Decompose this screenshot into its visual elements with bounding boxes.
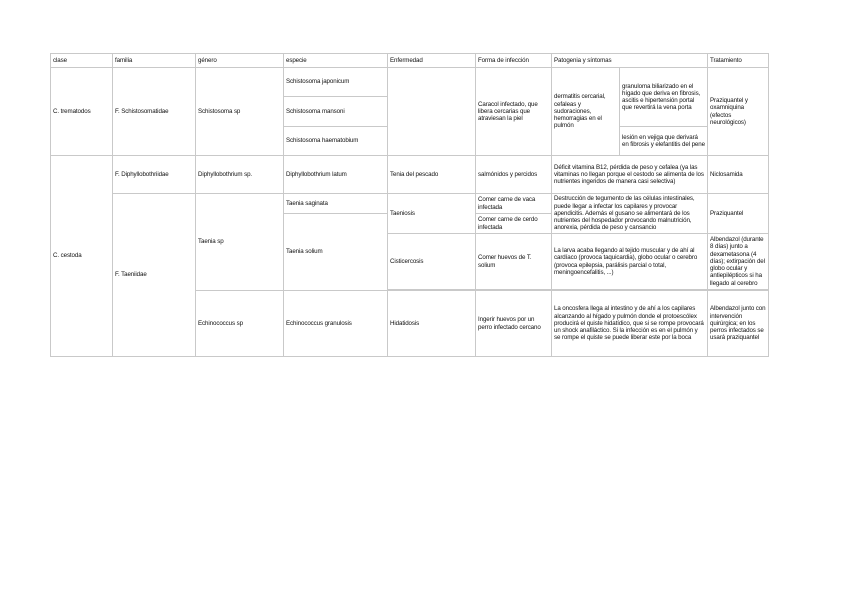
familia-diphyllobothriidae: F. Diphyllobothriidae xyxy=(113,156,196,194)
especie-mansoni: Schistosoma mansoni xyxy=(284,97,388,127)
header-clase: clase xyxy=(51,54,113,68)
patogenia-trematodos-higado: granuloma biliarizado en el hígado que deriva en fibrosis, ascitis e hipertensión portal que revertirá la vena porta xyxy=(620,68,708,127)
tratamiento-hidatidosis: Albendazol junto con intervención quirúrgica; en los perros infectados se usará praziquantel xyxy=(708,291,769,357)
forma-echino: Ingerir huevos por un perro infectado cercano xyxy=(476,291,552,357)
forma-diphyllo: salmónidos y percidos xyxy=(476,156,552,194)
patogenia-trematodos-general: dermatitis cercarial, cefaleas y sudoraciones, hemorragias en el pulmón xyxy=(552,68,620,156)
especie-saginata: Taenia saginata xyxy=(284,194,388,214)
header-patogenia: Patogenia y síntomas xyxy=(552,54,708,68)
especie-japonicum: Schistosoma japonicum xyxy=(284,68,388,97)
patogenia-hidatidosis: La oncosfera llega al intestino y de ahí a los capilares alcanzando al hígado y pulmón donde el protoescólex producirá el quiste hidatídico, que si se rompe provocará un shock anafiláctico. Si la infección es en el pulmón y se rompe el quiste se puede liberar este por la boca xyxy=(552,291,708,357)
table-row xyxy=(51,156,769,194)
header-genero: género xyxy=(196,54,284,68)
header-familia: familia xyxy=(113,54,196,68)
especie-latum: Diphyllobothrium latum xyxy=(284,156,388,194)
table-row xyxy=(51,68,769,97)
patogenia-taeniosis: Destrucción de tegumento de las células intestinales, puede llegar a infectar los capilares y provocar apendicitis. Además el gusano se alimentará de los nutrientes del hospedador provocando malnutrición, anorexia, pérdida de peso y cansancio xyxy=(552,194,708,234)
tratamiento-trematodos: Praziquantel y oxamniquina (efectos neurológicos) xyxy=(708,68,769,156)
familia-schistosomatidae: F. Schistosomatidae xyxy=(113,68,196,156)
especie-solium: Taenia solium xyxy=(284,214,388,291)
genero-echinococcus: Echinococcus sp xyxy=(196,291,284,357)
header-especie: especie xyxy=(284,54,388,68)
forma-huevos-solium: Comer huevos de T. solium xyxy=(476,234,552,290)
patogenia-cisticercosis: La larva acaba llegando al tejido muscular y de ahí al cardíaco (provoca taquicardia), globo ocular o cerebro (provoca epilepsia, parálisis parcial o total, meningoencefalitis, ...) xyxy=(552,234,708,290)
forma-vaca: Comer carne de vaca infectada xyxy=(476,194,552,214)
clase-cestoda: C. cestoda xyxy=(51,156,113,357)
enfermedad-cisticercosis: Cisticercosis xyxy=(388,234,476,290)
enfermedad-tenia-pescado: Tenia del pescado xyxy=(388,156,476,194)
enfermedad-hidatidosis: Hidatidosis xyxy=(388,291,476,357)
enfermedad-taeniosis: Taeniosis xyxy=(388,194,476,234)
genero-diphyllobothrium: Diphyllobothrium sp. xyxy=(196,156,284,194)
forma-trematodos: Caracol infectado, que libera cercarias que atraviesan la piel xyxy=(476,68,552,156)
header-tratamiento: Tratamiento xyxy=(708,54,769,68)
header-row xyxy=(51,54,769,68)
genero-schistosoma: Schistosoma sp xyxy=(196,68,284,156)
patogenia-diphyllo: Déficit vitamina B12, pérdida de peso y cefalea (ya las vitaminas no llegan porque el cestodo se alimenta de los nutrientes ingeridos de manera casi selectiva) xyxy=(552,156,708,194)
header-enfermedad: Enfermedad xyxy=(388,54,476,68)
tratamiento-diphyllo: Niclosamida xyxy=(708,156,769,194)
genero-taenia: Taenia sp xyxy=(196,194,284,291)
especie-granulosis: Echinococcus granulosis xyxy=(284,291,388,357)
especie-haematobium: Schistosoma haematobium xyxy=(284,127,388,156)
header-forma: Forma de infección xyxy=(476,54,552,68)
clase-trematodos: C. trematodos xyxy=(51,68,113,156)
tratamiento-taeniosis: Praziquantel xyxy=(708,194,769,234)
table-row xyxy=(51,194,769,214)
forma-cerdo: Comer carne de cerdo infectada xyxy=(476,214,552,234)
enfermedad-trematodos xyxy=(388,68,476,156)
familia-taeniidae: F. Taeniidae xyxy=(113,194,196,357)
parasites-table xyxy=(50,53,769,357)
patogenia-trematodos-vejiga: lesión en vejiga que derivará en fibrosis y elefantitis del pene xyxy=(620,127,708,156)
tratamiento-cisticercosis: Albendazol (durante 8 días) junto a dexametasona (4 días); extirpación del globo ocular y antiepilépticos si ha llegado al cerebro xyxy=(708,234,769,290)
